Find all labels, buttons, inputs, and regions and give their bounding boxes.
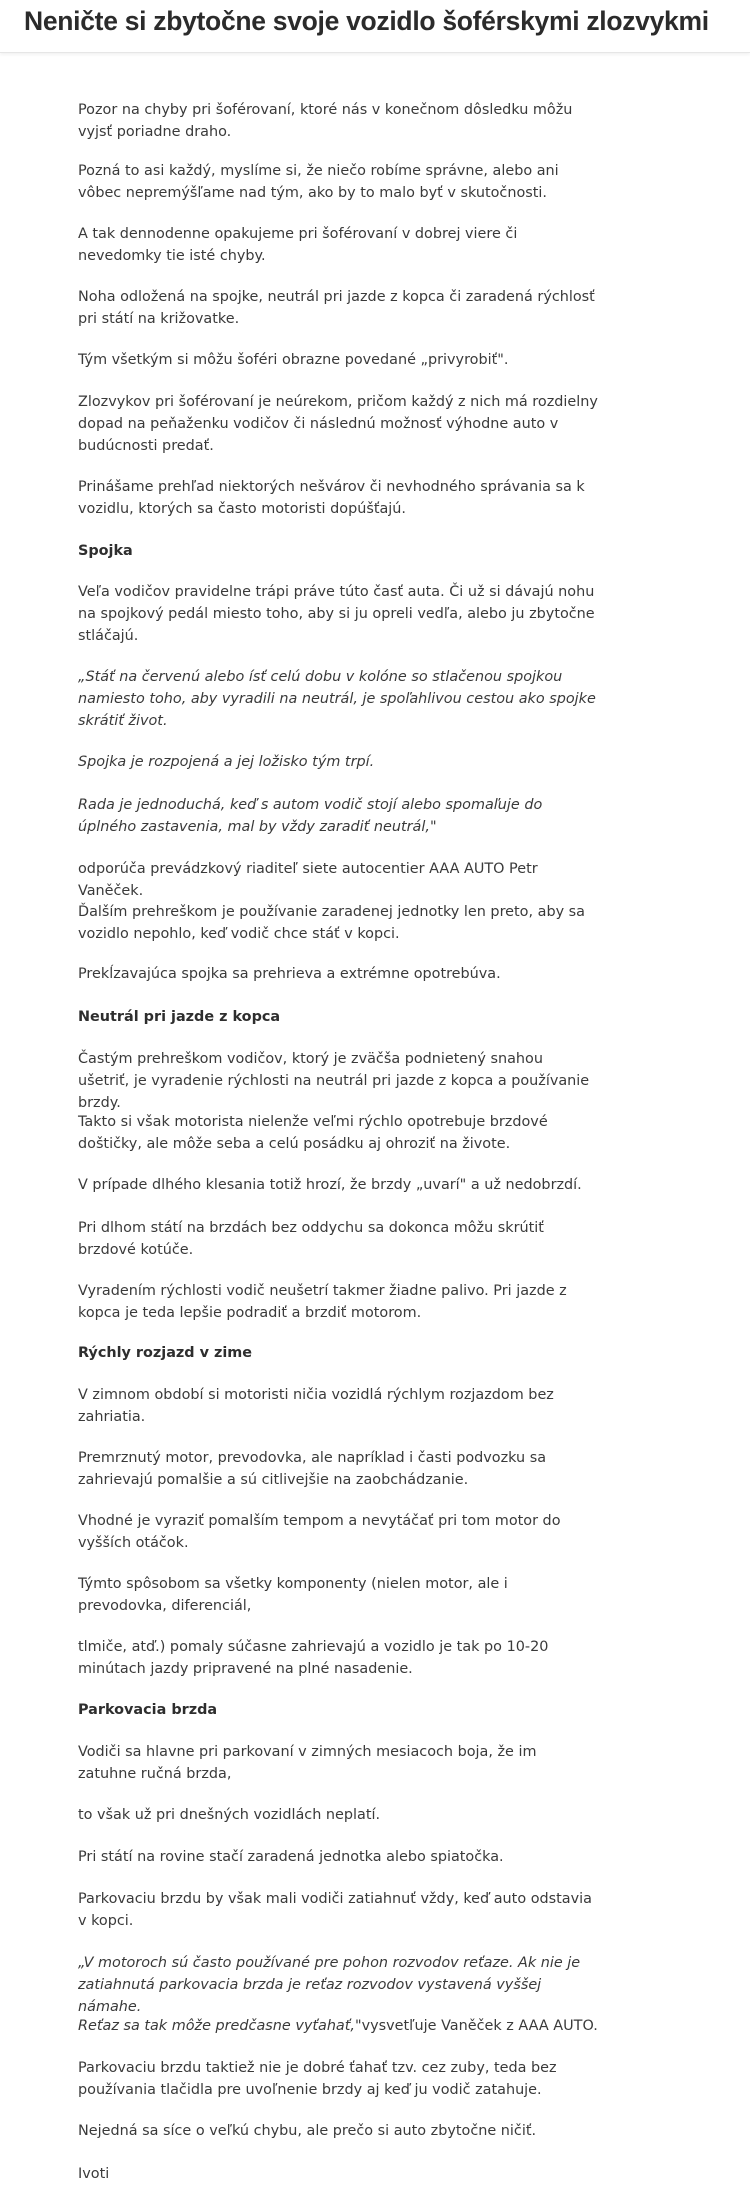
attribution-text: vysvetľuje Vaněček z AAA AUTO. xyxy=(361,2018,598,2034)
section-heading-parkovacia-brzda: Parkovacia brzda xyxy=(78,1702,218,1718)
article-paragraph: to však už pri dnešných vozidlách neplatí. xyxy=(78,1807,381,1823)
section-heading-rozjazd: Rýchly rozjazd v zime xyxy=(78,1345,253,1361)
article-paragraph: Vhodné je vyraziť pomalším tempom a nevytáčať pri tom motor do vyšších otáčok. xyxy=(78,1513,561,1551)
article-paragraph: Pozor na chyby pri šoférovaní, ktoré nás v konečnom dôsledku môžu vyjsť poriadne draho. xyxy=(78,102,573,140)
quote-text: Reťaz sa tak môže predčasne vyťahať," xyxy=(78,2018,362,2034)
article-header xyxy=(0,0,750,53)
article-paragraph: Prekĺzavajúca spojka sa prehrieva a extrémne opotrebúva. xyxy=(78,966,501,982)
article-paragraph: Tým všetkým si môžu šoféri obrazne povedané „privyrobiť". xyxy=(78,352,509,368)
article-paragraph: A tak dennodenne opakujeme pri šoférovaní v dobrej viere či nevedomky tie isté chyby. xyxy=(78,226,518,264)
quote-attribution xyxy=(78,2015,598,2037)
article-paragraph: Prinášame prehľad niektorých nešvárov či nevhodného správania sa k vozidlu, ktorých sa často motoristi dopúšťajú. xyxy=(78,479,585,517)
article-paragraph: Takto si však motorista nielenže veľmi rýchlo opotrebuje brzdové doštičky, ale môže seba a celú posádku aj ohroziť na živote. xyxy=(78,1114,548,1152)
article-paragraph: Pri dlhom státí na brzdách bez oddychu sa dokonca môžu skrútiť brzdové kotúče. xyxy=(78,1220,544,1258)
article-paragraph: Noha odložená na spojke, neutrál pri jazde z kopca či zaradená rýchlosť pri státí na križovatke. xyxy=(78,289,595,327)
article-paragraph: Vodiči sa hlavne pri parkovaní v zimných mesiacoch boja, že im zatuhne ručná brzda, xyxy=(78,1744,537,1782)
quote-paragraph: „Stáť na červenú alebo ísť celú dobu v kolóne so stlačenou spojkou namiesto toho, aby vyradili na neutrál, je spoľahlivou cestou ako spojke skrátiť život. xyxy=(78,669,596,729)
article-paragraph: Zlozvykov pri šoférovaní je neúrekom, pričom každý z nich má rozdielny dopad na peňaženku vodičov či následnú možnosť výhodne auto v budúcnosti predať. xyxy=(78,394,598,454)
quote-paragraph: „V motoroch sú často používané pre pohon rozvodov reťaze. Ak nie je zatiahnutá parkovacia brzda je reťaz rozvodov vystavená vyššej námahe. xyxy=(78,1955,581,2015)
article-paragraph: V zimnom období si motoristi ničia vozidlá rýchlym rozjazdom bez zahriatia. xyxy=(78,1387,554,1425)
article-paragraph: Pozná to asi každý, myslíme si, že niečo robíme správne, alebo ani vôbec nepremýšľame nad tým, ako by to malo byť v skutočnosti. xyxy=(78,163,559,201)
article-paragraph: Týmto spôsobom sa všetky komponenty (nielen motor, ale i prevodovka, diferenciál, xyxy=(78,1576,508,1614)
article-paragraph: Častým prehreškom vodičov, ktorý je zväčša podnietený snahou ušetriť, je vyradenie rýchlosti na neutrál pri jazde z kopca a používanie brzdy. xyxy=(78,1051,590,1111)
article-paragraph: odporúča prevádzkový riaditeľ siete autocentier AAA AUTO Petr Vaněček. xyxy=(78,861,538,899)
article-paragraph: Parkovaciu brzdu by však mali vodiči zatiahnuť vždy, keď auto odstavia v kopci. xyxy=(78,1891,592,1929)
article-paragraph: Veľa vodičov pravidelne trápi práve túto časť auta. Či už si dávajú nohu na spojkový pedál miesto toho, aby si ju opreli vedľa, alebo ju zbytočne stláčajú. xyxy=(78,584,595,644)
section-heading-spojka: Spojka xyxy=(78,543,133,559)
article-paragraph: Nejedná sa síce o veľkú chybu, ale prečo si auto zbytočne ničiť. xyxy=(78,2123,537,2139)
article-title: Neničte si zbytočne svoje vozidlo šoférskymi zlozvykmi xyxy=(24,6,709,36)
quote-paragraph: Rada je jednoduchá, keď s autom vodič stojí alebo spomaľuje do úplného zastavenia, mal by vždy zaradiť neutrál," xyxy=(78,797,543,835)
quote-paragraph: Spojka je rozpojená a jej ložisko tým trpí. xyxy=(78,754,375,770)
article-paragraph: Pri státí na rovine stačí zaradená jednotka alebo spiatočka. xyxy=(78,1849,504,1865)
article-paragraph: tlmiče, atď.) pomaly súčasne zahrievajú a vozidlo je tak po 10-20 minútach jazdy pripravené na plné nasadenie. xyxy=(78,1639,549,1677)
section-heading-neutral: Neutrál pri jazde z kopca xyxy=(78,1009,281,1025)
article-paragraph: Premrznutý motor, prevodovka, ale napríklad i časti podvozku sa zahrievajú pomalšie a sú citlivejšie na zaobchádzanie. xyxy=(78,1450,547,1488)
article-paragraph: Ďalším prehreškom je používanie zaradenej jednotky len preto, aby sa vozidlo nepohlo, keď vodič chce stáť v kopci. xyxy=(78,904,585,942)
article-paragraph: Parkovaciu brzdu taktiež nie je dobré ťahať tzv. cez zuby, teda bez používania tlačidla pre uvoľnenie brzdy aj keď ju vodič zatahuje. xyxy=(78,2060,557,2098)
cut-off-text: Ivoti xyxy=(78,2166,110,2182)
article-paragraph: V prípade dlhého klesania totiž hrozí, že brzdy „uvarí" a už nedobrzdí. xyxy=(78,1177,582,1193)
article-paragraph: Vyradením rýchlosti vodič neušetrí takmer žiadne palivo. Pri jazde z kopca je teda lepšie podradiť a brzdiť motorom. xyxy=(78,1283,567,1321)
article-body xyxy=(0,53,750,2187)
